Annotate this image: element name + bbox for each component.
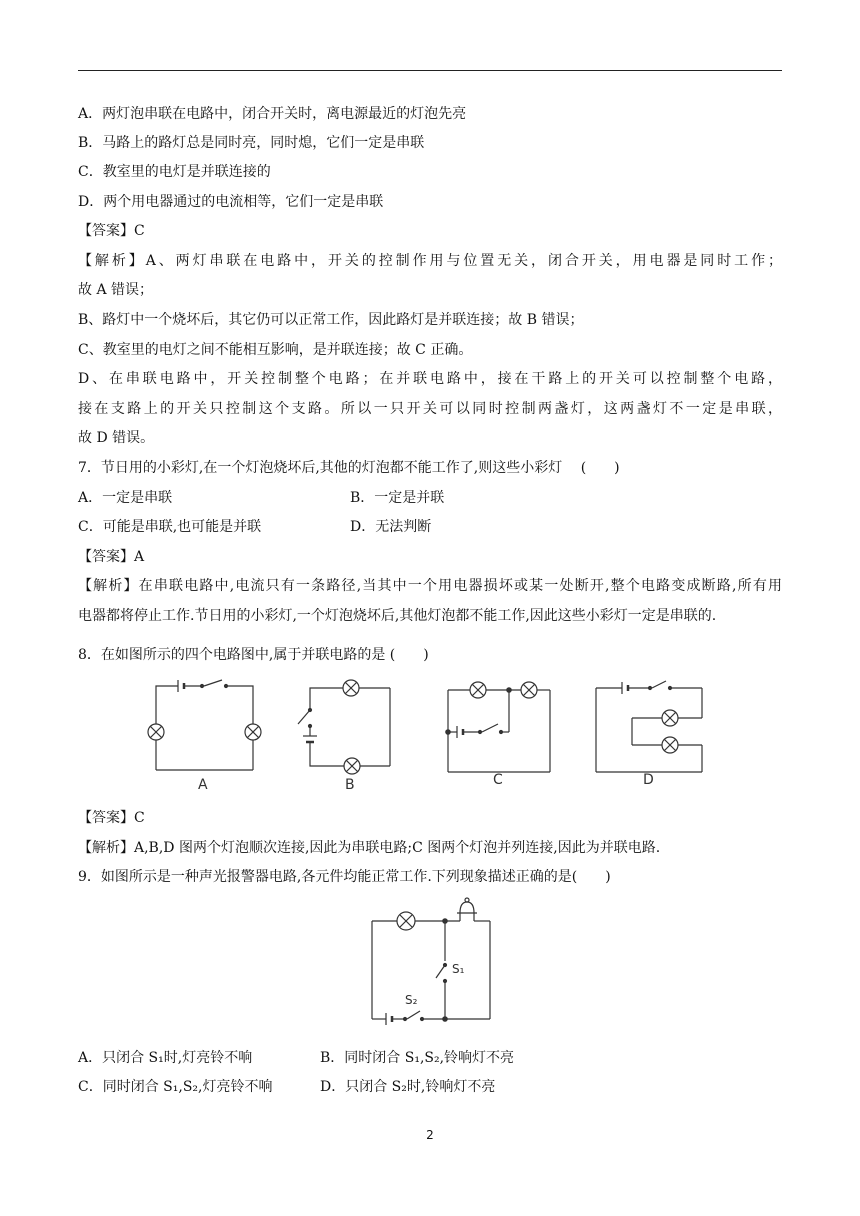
q8-answer: 【答案】C: [78, 810, 145, 826]
q6-option-b: B．马路上的路灯总是同时亮，同时熄，它们一定是串联: [78, 135, 425, 151]
alarm-circuit-diagram: [360, 895, 500, 1030]
figure-label-b: B: [345, 777, 355, 793]
q7-analysis-line-1: 【解析】在串联电路中,电流只有一条路径,当其中一个用电器损坏或某一处断开,整个电路变成断路,所有用: [78, 578, 782, 594]
q6-analysis-line-6: 接在支路上的开关只控制这个支路。所以一只开关可以同时控制两盏灯，这两盏灯不一定是串联，: [78, 401, 782, 417]
q9-option-d: D．只闭合 S₂时,铃响灯不亮: [320, 1079, 496, 1095]
q6-analysis-line-4: C、教室里的电灯之间不能相互影响，是并联连接；故 C 正确。: [78, 342, 473, 358]
q6-analysis-line-1: 【解析】A、两灯串联在电路中，开关的控制作用与位置无关，闭合开关，用电器是同时工作；: [78, 253, 782, 269]
q9-stem: 9．如图所示是一种声光报警器电路,各元件均能正常工作.下列现象描述正确的是( ): [78, 869, 611, 885]
q9-option-c: C．同时闭合 S₁,S₂,灯亮铃不响: [78, 1079, 273, 1095]
q7-option-c: C．可能是串联,也可能是并联: [78, 519, 262, 535]
q6-analysis-line-2: 故 A 错误；: [78, 282, 154, 298]
header-rule: [78, 70, 782, 71]
q6-analysis-line-5: D、在串联电路中，开关控制整个电路；在并联电路中，接在干路上的开关可以控制整个电路，: [78, 371, 782, 387]
q8-stem: 8．在如图所示的四个电路图中,属于并联电路的是 ( ): [78, 647, 429, 663]
q7-option-d: D．无法判断: [350, 519, 432, 535]
q9-option-b: B．同时闭合 S₁,S₂,铃响灯不亮: [320, 1050, 515, 1066]
q7-analysis-line-2: 电器都将停止工作.节日用的小彩灯,一个灯泡烧坏后,其他灯泡都不能工作,因此这些小彩灯一定是串联的.: [78, 608, 717, 624]
figure-label-c: C: [493, 772, 503, 788]
q6-analysis-line-7: 故 D 错误。: [78, 430, 155, 446]
q6-answer: 【答案】C: [78, 223, 145, 239]
switch-label-s2: S₂: [405, 993, 418, 1007]
q7-stem: 7．节日用的小彩灯,在一个灯泡烧坏后,其他的灯泡都不能工作了,则这些小彩灯 ( ): [78, 460, 620, 476]
q8-analysis: 【解析】A,B,D 图两个灯泡顺次连接,因此为串联电路;C 图两个灯泡并列连接,因此为并联电路.: [78, 840, 661, 856]
page-number: 2: [426, 1128, 434, 1142]
q7-option-b: B．一定是并联: [350, 490, 445, 506]
q6-option-d: D．两个用电器通过的电流相等，它们一定是串联: [78, 194, 384, 210]
q9-option-a: A．只闭合 S₁时,灯亮铃不响: [78, 1050, 253, 1066]
circuit-diagram-b: [290, 680, 400, 790]
q6-option-a: A．两灯泡串联在电路中，闭合开关时，离电源最近的灯泡先亮: [78, 106, 467, 122]
circuit-diagram-c: [440, 680, 560, 780]
circuit-diagram-d: [590, 680, 710, 780]
q7-answer: 【答案】A: [78, 549, 145, 565]
q7-option-a: A．一定是串联: [78, 490, 173, 506]
switch-label-s1: S₁: [452, 962, 465, 976]
figure-label-d: D: [643, 772, 654, 788]
figure-label-a: A: [198, 777, 208, 793]
q6-option-c: C．教室里的电灯是并联连接的: [78, 164, 271, 180]
q6-analysis-line-3: B、路灯中一个烧坏后，其它仍可以正常工作，因此路灯是并联连接；故 B 错误；: [78, 312, 584, 328]
